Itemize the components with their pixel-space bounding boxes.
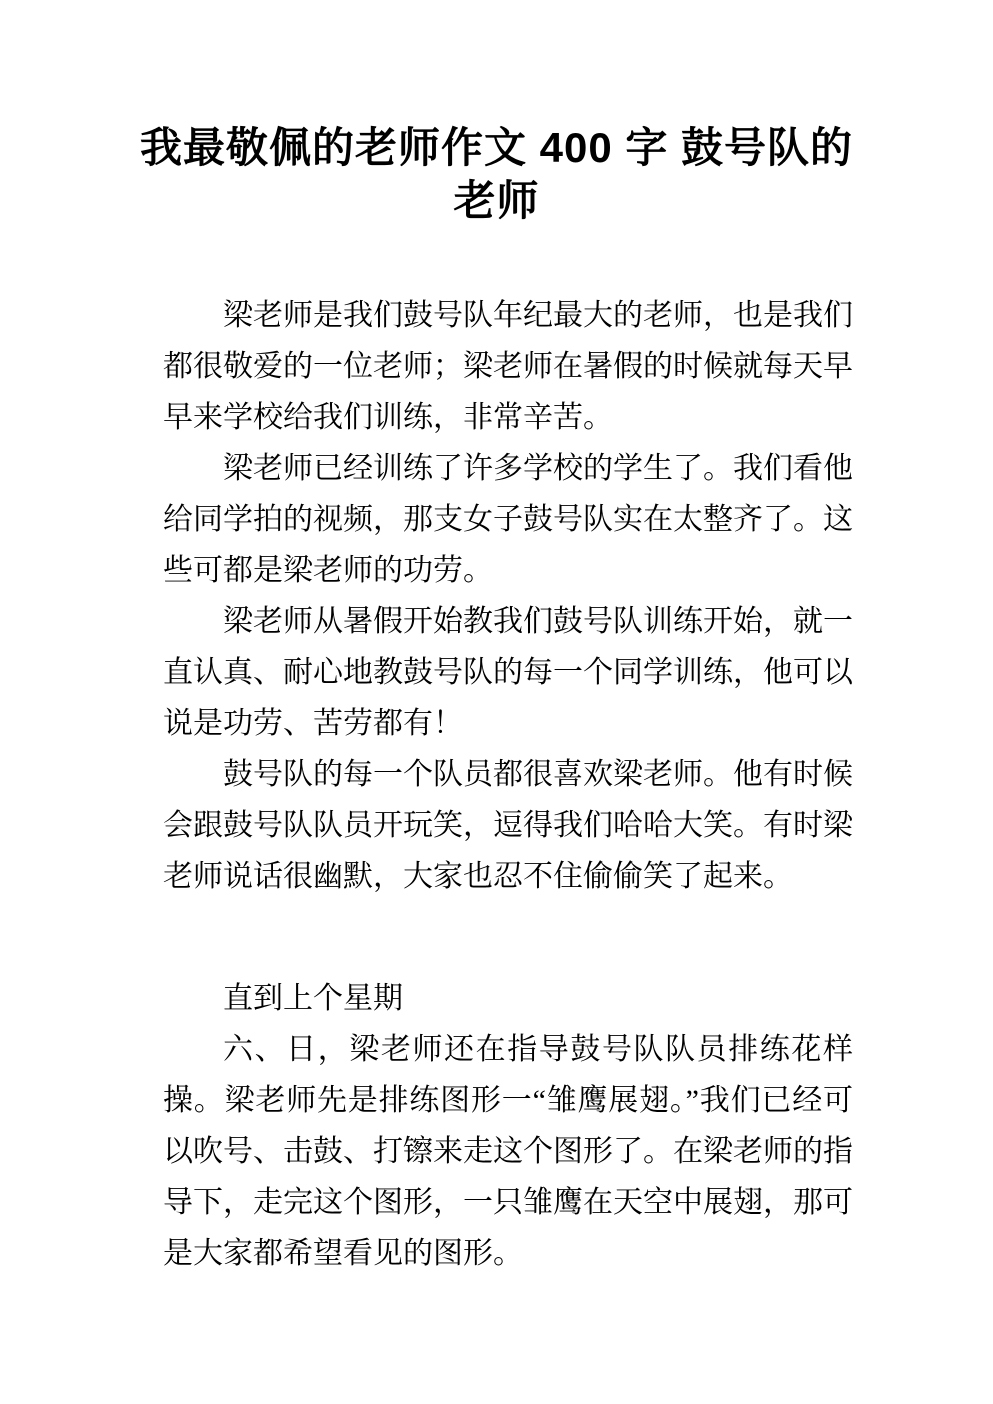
paragraph-2: 梁老师已经训练了许多学校的学生了。我们看他给同学拍的视频，那支女子鼓号队实在太整齐了。这些可都是梁老师的功劳。 — [163, 452, 853, 587]
document-body — [163, 290, 853, 1279]
paragraph-1: 梁老师是我们鼓号队年纪最大的老师，也是我们都很敬爱的一位老师；梁老师在暑假的时候就每天早早来学校给我们训练，非常辛苦。 — [163, 299, 853, 434]
paragraph-6: 六、日，梁老师还在指导鼓号队队员排练花样操。梁老师先是排练图形一“雏鹰展翅。”我们已经可以吹号、击鼓、打镲来走这个图形了。在梁老师的指导下，走完这个图形，一只雏鹰在天空中展翅，那可是大家都希望看见的图形。 — [163, 1033, 853, 1270]
document-title — [0, 0, 993, 227]
paragraph-3: 梁老师从暑假开始教我们鼓号队训练开始，就一直认真、耐心地教鼓号队的每一个同学训练，他可以说是功劳、苦劳都有！ — [163, 605, 853, 740]
title-line-1: 我最敬佩的老师作文 400 字 鼓号队的 — [139, 124, 854, 171]
paragraph-5: 直到上个星期 — [223, 982, 403, 1015]
paragraph-4: 鼓号队的每一个队员都很喜欢梁老师。他有时候会跟鼓号队队员开玩笑，逗得我们哈哈大笑。有时梁老师说话很幽默，大家也忍不住偷偷笑了起来。 — [163, 758, 853, 893]
title-line-2: 老师 — [453, 177, 540, 224]
